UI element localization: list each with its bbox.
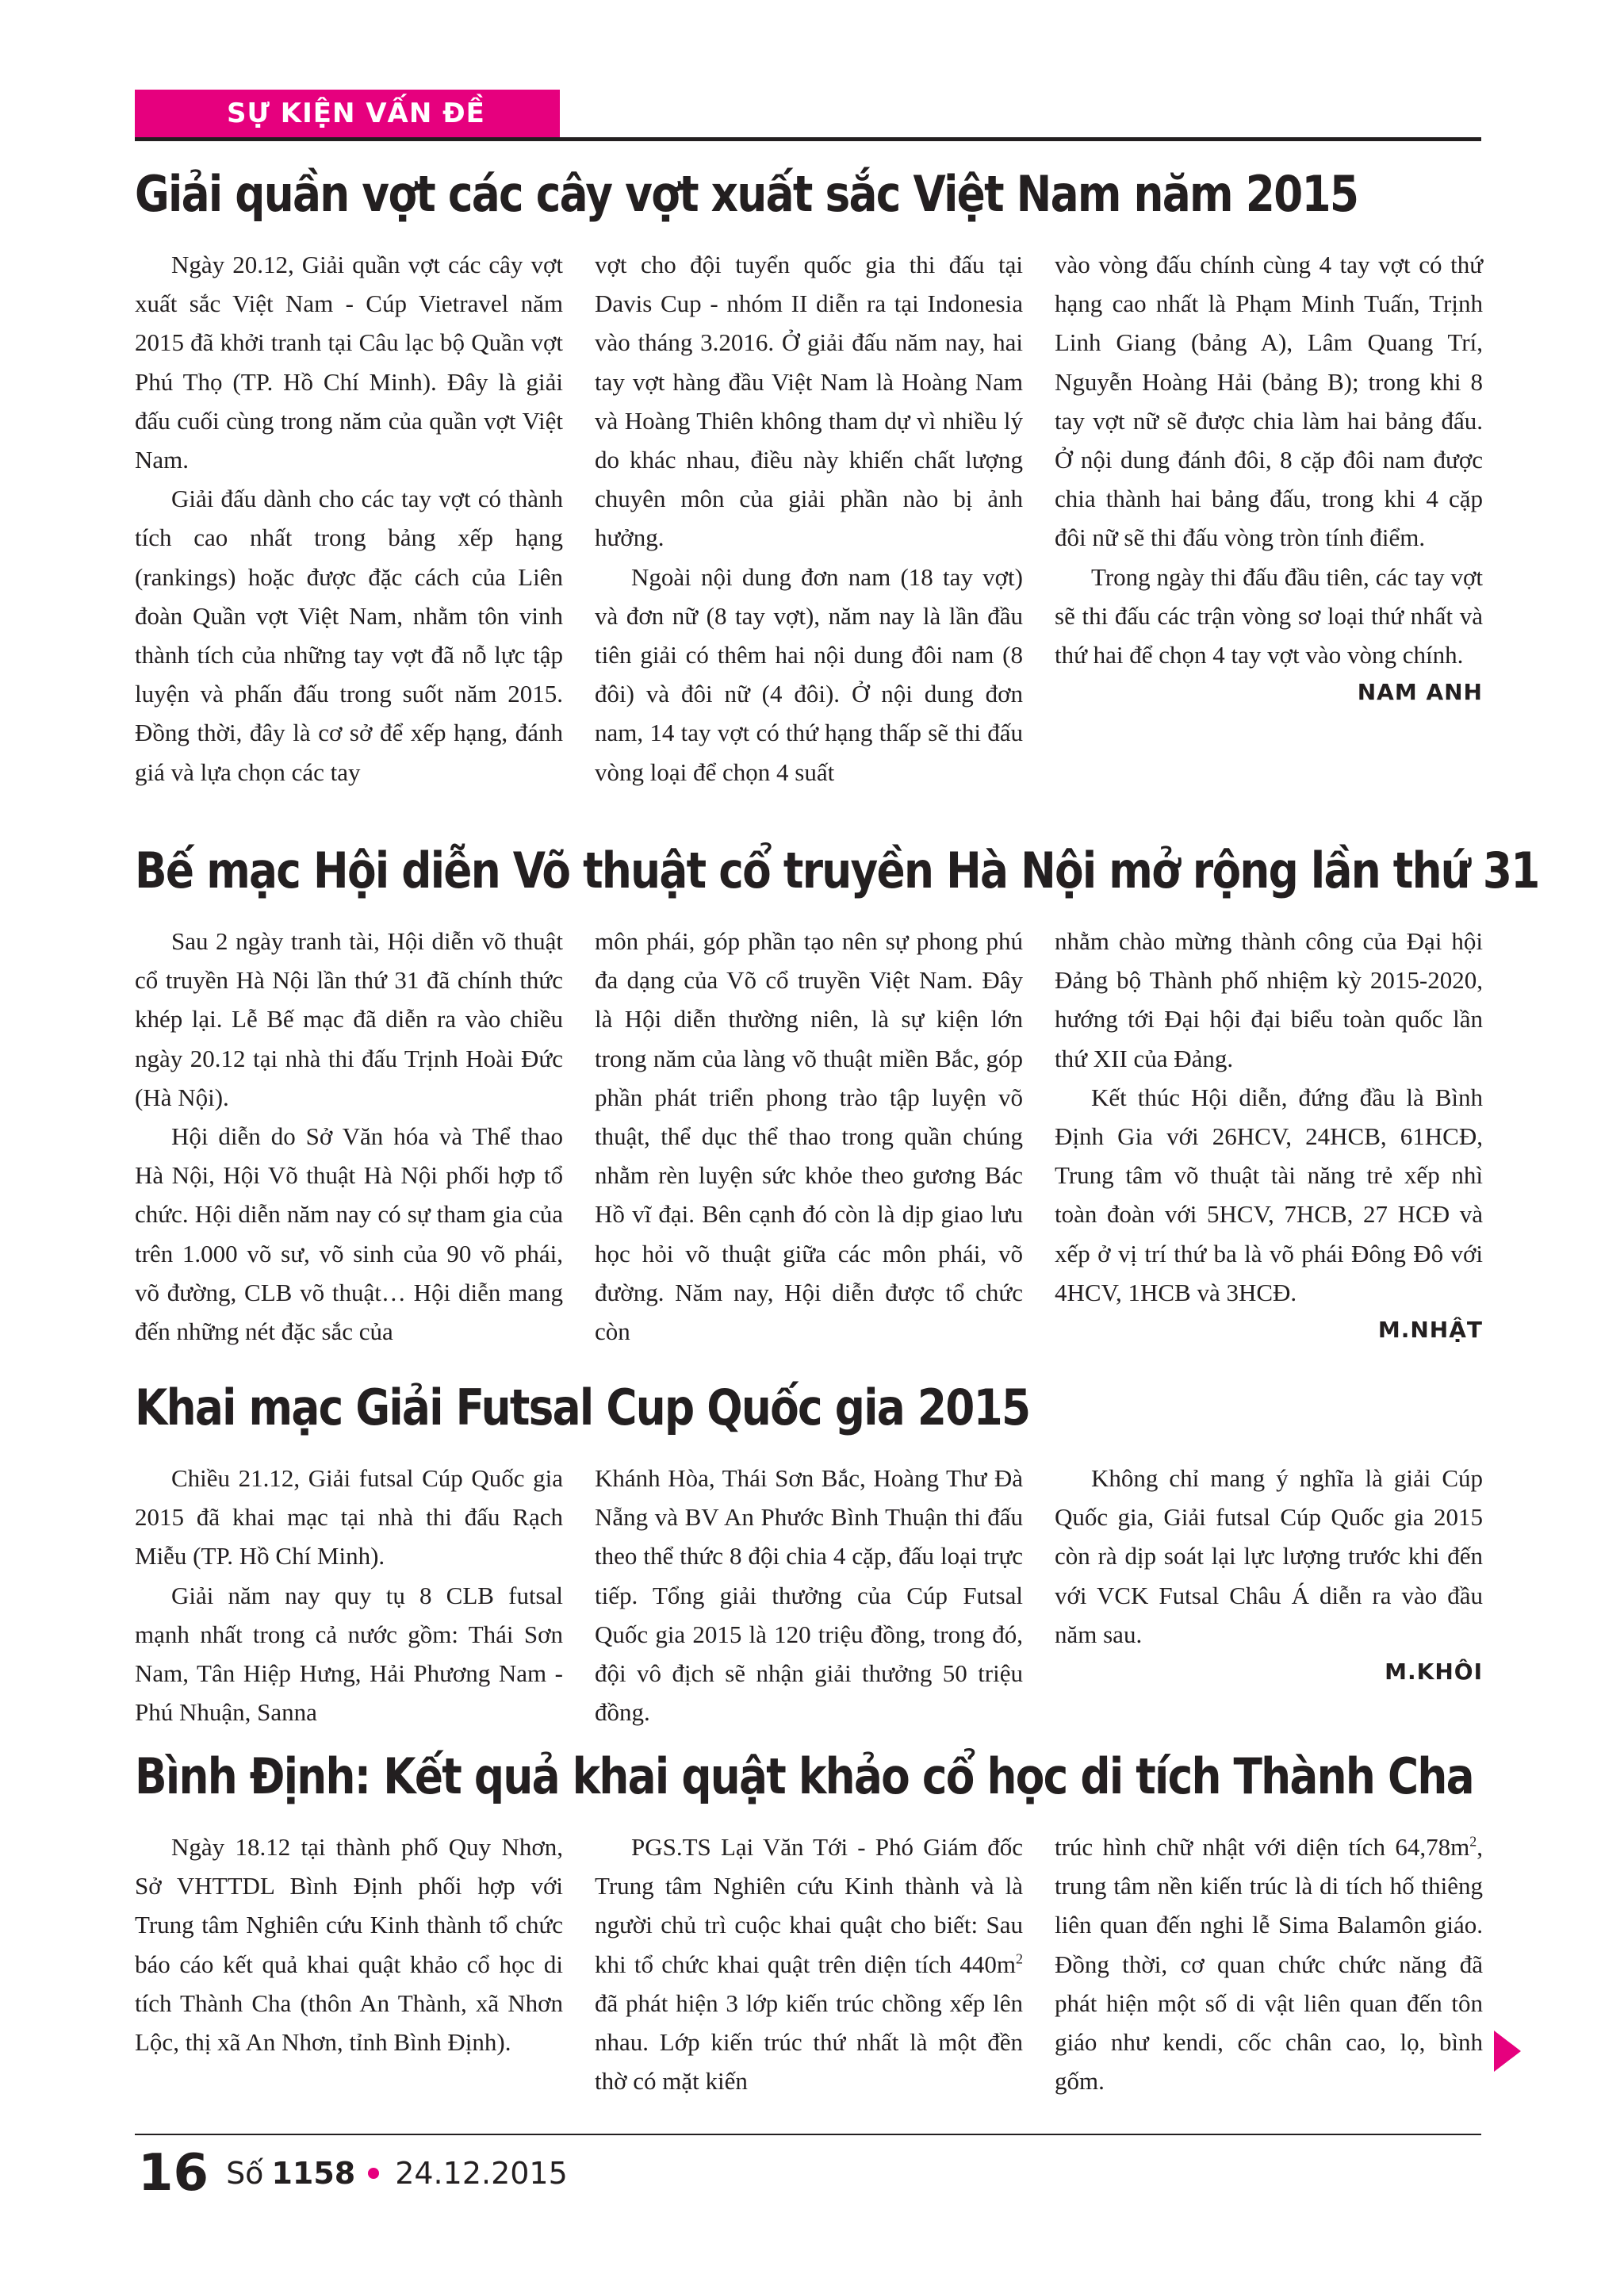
top-rule [135, 137, 1481, 141]
headline: Khai mạc Giải Futsal Cup Quốc gia 2015 [135, 1379, 1030, 1436]
triangle-right-icon [1494, 2031, 1521, 2072]
paragraph: Ngoài nội dung đơn nam (18 tay vợt) và đơn nữ (8 tay vợt), năm nay là lần đầu tiên giải có thêm hai nội dung đôi nam (8 đôi) và đôi nữ (4 đôi). Ở nội dung đơn nam, 14 tay vợt có thứ hạng thấp sẽ thi đấu vòng loại để chọn 4 suất [595, 562, 1023, 786]
page-footer [138, 2142, 568, 2205]
paragraph: trúc hình chữ nhật với diện tích $64,78m^2$, trung tâm nền kiến trúc là di tích hố thiêng liên quan đến nghi lễ Sima Balamôn giáo. Đồng thời, cơ quan chức chức năng đã phát hiện một số di vật liên quan đến tôn giáo như kendi, cốc chân cao, lọ, bình gốm. [1055, 1833, 1483, 2096]
paragraph: Không chỉ mang ý nghĩa là giải Cúp Quốc gia, Giải futsal Cúp Quốc gia 2015 còn rà dịp soát lại lực lượng trước khi đến với VCK Futsal Châu Á diễn ra vào đầu năm sau. [1055, 1464, 1483, 1648]
paragraph: Giải năm nay quy tụ 8 CLB futsal mạnh nhất trong cả nước gồm: Thái Sơn Nam, Tân Hiệp Hưng, Hải Phương Nam - Phú Nhuận, Sanna [135, 1581, 563, 1727]
paragraph: Kết thúc Hội diễn, đứng đầu là Bình Định Gia với 26HCV, 24HCB, 61HCĐ, Trung tâm võ thuật tài năng trẻ xếp nhì toàn đoàn với 5HCV, 7HCB, 27 HCĐ và xếp ở vị trí thứ ba là võ phái Đông Đô với 4HCV, 1HCB và 3HCĐ. [1055, 1083, 1483, 1306]
column-3 [1055, 922, 1483, 1351]
paragraph: Chiều 21.12, Giải futsal Cúp Quốc gia 2015 đã khai mạc tại nhà thi đấu Rạch Miễu (TP. Hồ Chí Minh). [135, 1464, 563, 1570]
column-2 [595, 922, 1023, 1351]
issue-number: 1158 [271, 2156, 356, 2191]
article-columns [135, 922, 1483, 1351]
paragraph: Giải đấu dành cho các tay vợt có thành tích cao nhất trong bảng xếp hạng (rankings) hoặc được đặc cách của Liên đoàn Quần vợt Việt Nam, nhằm tôn vinh thành tích của những tay vợt đã nỗ lực tập luyện và phấn đấu trong suốt năm 2015. Đồng thời, đây là cơ sở để xếp hạng, đánh giá và lựa chọn các tay [135, 485, 563, 786]
paragraph: Khánh Hòa, Thái Sơn Bắc, Hoàng Thư Đà Nẵng và BV An Phước Bình Thuận thi đấu theo thể thức 8 đội chia 4 cặp, đấu loại trực tiếp. Tổng giải thưởng của Cúp Futsal Quốc gia 2015 là 120 triệu đồng, trong đó, đội vô địch sẽ nhận giải thưởng 50 triệu đồng. [595, 1464, 1023, 1727]
column-3 [1055, 1459, 1483, 1732]
bottom-rule [135, 2134, 1481, 2135]
page-number: 16 [138, 2144, 209, 2203]
paragraph: nhằm chào mừng thành công của Đại hội Đảng bộ Thành phố nhiệm kỳ 2015-2020, hướng tới Đại hội đại biểu toàn quốc lần thứ XII của Đảng. [1055, 927, 1483, 1072]
article-columns [135, 1459, 1483, 1732]
section-tag: SỰ KIỆN VẤN ĐỀ [135, 90, 560, 137]
column-1 [135, 245, 563, 792]
headline: Bình Định: Kết quả khai quật khảo cổ học di tích Thành Cha [135, 1747, 1473, 1805]
column-2 [595, 1459, 1023, 1732]
headline: Bế mạc Hội diễn Võ thuật cổ truyền Hà Nội mở rộng lần thứ 31 [135, 842, 1539, 899]
column-2 [595, 1827, 1023, 2100]
article-archaeology [135, 1745, 1483, 2100]
paragraph: Hội diễn do Sở Văn hóa và Thể thao Hà Nội, Hội Võ thuật Hà Nội phối hợp tổ chức. Hội diễn năm nay có sự tham gia của trên 1.000 võ sư, võ sinh của 90 võ phái, võ đường, CLB võ thuật… Hội diễn mang đến những nét đặc sắc của [135, 1122, 563, 1346]
paragraph: Trong ngày thi đấu đầu tiên, các tay vợt sẽ thi đấu các trận vòng sơ loại thứ nhất và thứ hai để chọn 4 tay vợt vào vòng chính. [1055, 562, 1483, 669]
paragraph: vào vòng đấu chính cùng 4 tay vợt có thứ hạng cao nhất là Phạm Minh Tuấn, Trịnh Linh Giang (bảng A), Lâm Quang Trí, Nguyễn Hoàng Hải (bảng B); trong khi 8 tay vợt nữ sẽ được chia làm hai bảng đấu. Ở nội dung đánh đôi, 8 cặp đôi nam được chia thành hai bảng đấu, trong khi 4 cặp đôi nữ sẽ thi đấu vòng tròn tính điểm. [1055, 251, 1483, 552]
paragraph: PGS.TS Lại Văn Tới - Phó Giám đốc Trung tâm Nghiên cứu Kinh thành và là người chủ trì cuộc khai quật cho biết: Sau khi tổ chức khai quật trên diện tích $440m^2$ đã phát hiện 3 lớp kiến trúc chồng xếp lên nhau. Lớp kiến trúc thứ nhất là một đền thờ có mặt kiến [595, 1833, 1023, 2096]
column-3 [1055, 1827, 1483, 2100]
paragraph: môn phái, góp phần tạo nên sự phong phú đa dạng của Võ cổ truyền Việt Nam. Đây là Hội diễn thường niên, là sự kiện lớn trong năm của làng võ thuật miền Bắc, góp phần phát triển phong trào tập luyện võ thuật, thể dục thể thao trong quần chúng nhằm rèn luyện sức khỏe theo gương Bác Hồ vĩ đại. Bên cạnh đó còn là dịp giao lưu học hỏi võ thuật giữa các môn phái, võ đường. Năm nay, Hội diễn được tổ chức còn [595, 927, 1023, 1346]
column-3 [1055, 245, 1483, 792]
headline: Giải quần vợt các cây vợt xuất sắc Việt Nam năm 2015 [135, 165, 1358, 223]
issue-label: Số [226, 2156, 264, 2191]
byline: NAM ANH [1357, 679, 1483, 706]
article-columns [135, 1827, 1483, 2100]
column-1 [135, 1459, 563, 1732]
paragraph: Ngày 20.12, Giải quần vợt các cây vợt xuất sắc Việt Nam - Cúp Vietravel năm 2015 đã khởi tranh tại Câu lạc bộ Quần vợt Phú Thọ (TP. Hồ Chí Minh). Đây là giải đấu cuối cùng trong năm của quần vợt Việt Nam. [135, 251, 563, 474]
issue-date: 24.12.2015 [395, 2156, 568, 2191]
pink-dot-icon [368, 2168, 379, 2179]
column-1 [135, 1827, 563, 2100]
byline: M.KHÔI [1385, 1659, 1483, 1685]
paragraph: Ngày 18.12 tại thành phố Quy Nhơn, Sở VHTTDL Bình Định phối hợp với Trung tâm Nghiên cứu Kinh thành tổ chức báo cáo kết quả khai quật khảo cổ học di tích Thành Cha (thôn An Thành, xã Nhơn Lộc, thị xã An Nhơn, tỉnh Bình Định). [135, 1833, 563, 2057]
byline: M.NHẬT [1377, 1317, 1483, 1344]
paragraph: Sau 2 ngày tranh tài, Hội diễn võ thuật cổ truyền Hà Nội lần thứ 31 đã chính thức khép lại. Lễ Bế mạc đã diễn ra vào chiều ngày 20.12 tại nhà thi đấu Trịnh Hoài Đức (Hà Nội). [135, 927, 563, 1111]
article-futsal [135, 1376, 1483, 1732]
column-2 [595, 245, 1023, 792]
article-tennis [135, 163, 1483, 792]
article-martial-arts [135, 839, 1539, 1351]
paragraph: vợt cho đội tuyển quốc gia thi đấu tại Davis Cup - nhóm II diễn ra tại Indonesia vào tháng 3.2016. Ở giải đấu năm nay, hai tay vợt hàng đầu Việt Nam là Hoàng Nam và Hoàng Thiên không tham dự vì nhiều lý do khác nhau, điều này khiến chất lượng chuyên môn của giải phần nào bị ảnh hưởng. [595, 251, 1023, 552]
column-1 [135, 922, 563, 1351]
article-columns [135, 245, 1483, 792]
